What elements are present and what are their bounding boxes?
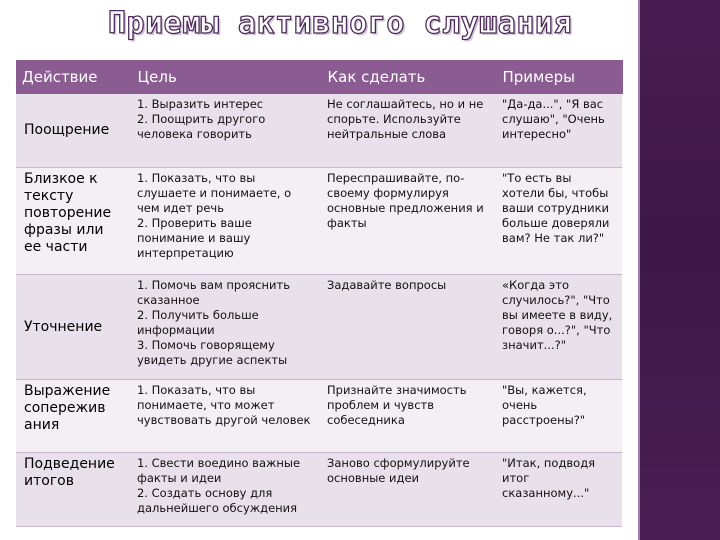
cell-action: Близкое к тексту повторение фразы или ее части <box>16 168 131 275</box>
cell-action: Подведение итогов <box>16 453 131 527</box>
cell-example: "Да-да...", "Я вас слушаю", "Очень интересно" <box>496 94 622 168</box>
cell-how: Не соглашайтесь, но и не спорьте. Используйте нейтральные слова <box>321 94 496 168</box>
cell-example: "Итак, подводя итог сказанному..." <box>496 453 622 527</box>
header-how: Как сделать <box>321 60 496 94</box>
table-row <box>16 94 622 168</box>
cell-how: Переспрашивайте, по-своему формулируя основные предложения и факты <box>321 168 496 275</box>
table-row <box>16 380 622 453</box>
techniques-table <box>16 60 623 527</box>
cell-action: Выражение сопережив ания <box>16 380 131 453</box>
header-action: Действие <box>16 60 131 94</box>
table-row <box>16 168 622 275</box>
cell-example: "То есть вы хотели бы, чтобы ваши сотрудники больше доверяли вам? Не так ли?" <box>496 168 622 275</box>
cell-how: Задавайте вопросы <box>321 275 496 380</box>
cell-how: Заново сформулируйте основные идеи <box>321 453 496 527</box>
cell-goal: 1. Помочь вам прояснить сказанное 2. Получить больше информации 3. Помочь говорящему увидеть другие аспекты <box>131 275 321 380</box>
table-row <box>16 275 622 380</box>
cell-action: Поощрение <box>16 94 131 168</box>
cell-goal: 1. Показать, что вы слушаете и понимаете, о чем идет речь 2. Проверить ваше понимание и вашу интерпретацию <box>131 168 321 275</box>
header-goal: Цель <box>131 60 321 94</box>
header-examples: Примеры <box>496 60 622 94</box>
table-row <box>16 453 622 527</box>
slide-title: Приемы активного слушания <box>107 6 573 41</box>
cell-how: Признайте значимость проблем и чувств собеседника <box>321 380 496 453</box>
cell-action: Уточнение <box>16 275 131 380</box>
cell-goal: 1. Свести воедино важные факты и идеи 2. Создать основу для дальнейшего обсуждения <box>131 453 321 527</box>
cell-goal: 1. Выразить интерес 2. Поощрить другого человека говорить <box>131 94 321 168</box>
cell-example: "Вы, кажется, очень расстроены?" <box>496 380 622 453</box>
cell-goal: 1. Показать, что вы понимаете, что может чувствовать другой человек <box>131 380 321 453</box>
table-header-row <box>16 60 622 94</box>
side-decor-panel <box>640 0 720 540</box>
cell-example: «Когда это случилось?", "Что вы имеете в виду, говоря о...?", "Что значит...?" <box>496 275 622 380</box>
